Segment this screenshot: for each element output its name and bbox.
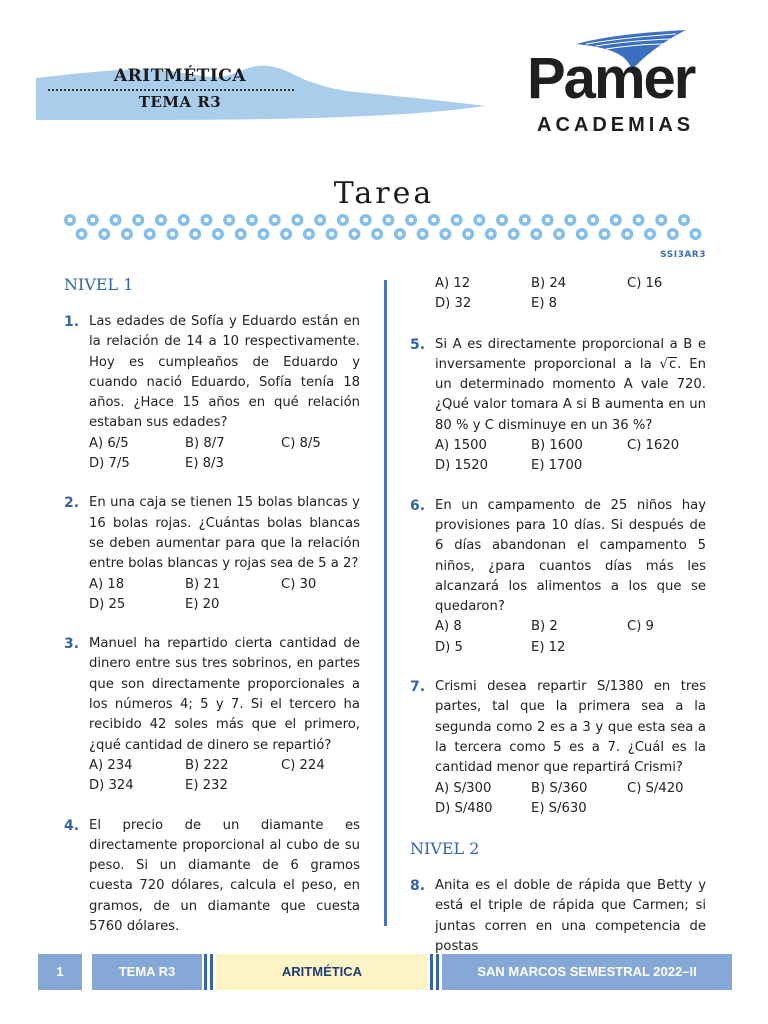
problem-number: 8. bbox=[410, 878, 426, 895]
option-b: B) S/360 bbox=[531, 780, 588, 796]
header-dotted-line bbox=[48, 89, 294, 91]
option-b: B) 222 bbox=[185, 757, 229, 773]
option-b: B) 21 bbox=[185, 576, 221, 592]
answer-options bbox=[89, 575, 360, 616]
option-e: E) 20 bbox=[185, 596, 220, 612]
problem-text bbox=[435, 335, 706, 436]
problem-number: 2. bbox=[64, 495, 80, 512]
answer-options bbox=[89, 434, 360, 475]
option-a: A) 8 bbox=[435, 619, 462, 635]
problem-text: Crismi desea repartir S/1380 en tres partes, tal que la primera sea a la segunda como 2 es a 3 y que esta sea a la tercera como 5 es a 7. ¿Cuál es la cantidad menor que repartirá Crismi? bbox=[435, 679, 706, 776]
problem-4-options bbox=[435, 274, 706, 315]
option-d: D) 1520 bbox=[435, 458, 489, 474]
option-e: E) 1700 bbox=[531, 458, 583, 474]
footer-separator bbox=[204, 954, 207, 990]
problem-text: Las edades de Sofía y Eduardo están en la relación de 14 a 10 respectivamente. Hoy es cumpleaños de Eduardo y cuando nació Eduardo, Sofía tenía 18 años. ¿Hace 15 años en qué relación estaban sus edades? bbox=[89, 314, 360, 431]
problem-text-part-b: . En un determinado momento A vale 720. ¿Qué valor tomara A si B aumenta en un 80 % y C disminuye en un 36 %? bbox=[435, 356, 706, 433]
problem-4 bbox=[64, 816, 360, 938]
nivel-1-heading: NIVEL 1 bbox=[64, 275, 134, 294]
header-banner bbox=[36, 58, 486, 124]
option-c: C) 9 bbox=[627, 619, 654, 635]
footer-subject: ARITMÉTICA bbox=[216, 954, 428, 990]
option-b: B) 1600 bbox=[531, 438, 583, 454]
problem-2 bbox=[64, 493, 360, 615]
option-e: E) 8/3 bbox=[185, 456, 224, 472]
footer-separator bbox=[436, 954, 439, 990]
problem-number: 1. bbox=[64, 314, 80, 330]
left-column bbox=[64, 274, 360, 956]
problem-text: En una caja se tienen 15 bolas blancas y 16 bolas rojas. ¿Cuántas bolas blancas se deben aumentar para que la relación entre bolas blancas y rojas sea de 5 a 2? bbox=[89, 495, 360, 572]
option-b: B) 24 bbox=[531, 276, 567, 291]
problem-3 bbox=[64, 634, 360, 796]
problem-5 bbox=[410, 335, 706, 477]
column-divider bbox=[384, 280, 387, 926]
problem-text: Anita es el doble de rápida que Betty y está el triple de rápida que Carmen; si juntas corren en una competencia de postas bbox=[435, 878, 706, 955]
header-subject: ARITMÉTICA bbox=[113, 66, 247, 86]
answer-options bbox=[435, 617, 706, 658]
option-c: C) 1620 bbox=[627, 438, 680, 454]
option-a: A) 1500 bbox=[435, 438, 487, 454]
option-c: C) 16 bbox=[627, 276, 663, 291]
option-b: B) 8/7 bbox=[185, 435, 225, 451]
problem-text: El precio de un diamante es directamente proporcional al cubo de su peso. Si un diamante de 6 gramos cuesta 720 dólares, calcula el peso, en gramos, de un diamante que cuesta 5760 dólares. bbox=[89, 817, 360, 935]
option-a: A) 6/5 bbox=[89, 435, 129, 451]
footer-topic: TEMA R3 bbox=[92, 954, 202, 990]
option-c: C) 8/5 bbox=[281, 435, 321, 451]
problem-text-part-a: Si A es directamente proporcional a B e inversamente proporcional a la bbox=[435, 336, 706, 372]
document-code: SSI3AR3 bbox=[660, 250, 706, 260]
option-e: E) S/630 bbox=[531, 800, 587, 816]
problem-number: 7. bbox=[410, 679, 426, 696]
problem-number: 4. bbox=[64, 817, 80, 834]
option-d: D) 324 bbox=[89, 778, 134, 794]
problem-1 bbox=[64, 312, 360, 474]
footer-separator bbox=[210, 954, 213, 990]
footer-page-number: 1 bbox=[38, 954, 82, 990]
option-d: D) 32 bbox=[435, 296, 472, 312]
sqrt-radicand: c bbox=[668, 356, 677, 372]
problem-number: 5. bbox=[410, 336, 426, 353]
option-e: E) 8 bbox=[531, 296, 558, 312]
option-a: A) 18 bbox=[89, 576, 125, 592]
problem-8 bbox=[410, 876, 706, 957]
logo-brand: Pamer bbox=[527, 46, 695, 111]
problem-7 bbox=[410, 677, 706, 819]
option-d: D) 7/5 bbox=[89, 456, 130, 472]
answer-options bbox=[89, 756, 360, 797]
decorative-dots-border bbox=[62, 212, 706, 242]
option-d: D) S/480 bbox=[435, 800, 493, 816]
problem-text: En un campamento de 25 niños hay provisiones para 10 días. Si después de 6 días abandonan el campamento 5 niños, ¿para cuantos días más les alcanzará los alimentos a los que se quedaron? bbox=[435, 497, 706, 615]
right-column bbox=[410, 274, 706, 976]
option-d: D) 5 bbox=[435, 639, 463, 655]
footer-bar bbox=[38, 954, 732, 990]
option-c: C) 30 bbox=[281, 576, 317, 592]
footer-separator bbox=[430, 954, 433, 990]
option-d: D) 25 bbox=[89, 596, 126, 612]
problem-number: 6. bbox=[410, 497, 426, 514]
option-a: A) 12 bbox=[435, 276, 471, 291]
logo-tagline: ACADEMIAS bbox=[537, 114, 695, 136]
option-c: C) S/420 bbox=[627, 780, 684, 796]
sqrt-symbol: √ bbox=[659, 356, 668, 372]
option-a: A) 234 bbox=[89, 757, 133, 773]
nivel-2-heading: NIVEL 2 bbox=[410, 839, 480, 859]
problem-text: Manuel ha repartido cierta cantidad de dinero entre sus tres sobrinos, en partes que son directamente proporcionales a los números 4; 5 y 7. Si el tercero ha recibido 42 soles más que el primero, ¿qué cantidad de dinero se repartió? bbox=[89, 636, 360, 753]
option-b: B) 2 bbox=[531, 619, 558, 635]
option-e: E) 12 bbox=[531, 639, 566, 655]
option-a: A) S/300 bbox=[435, 780, 492, 796]
option-e: E) 232 bbox=[185, 778, 228, 794]
problem-number: 3. bbox=[64, 636, 80, 653]
footer-course: SAN MARCOS SEMESTRAL 2022–II bbox=[442, 954, 732, 990]
answer-options bbox=[435, 779, 706, 820]
answer-options bbox=[435, 436, 706, 477]
problem-6 bbox=[410, 496, 706, 658]
page-title: Tarea bbox=[333, 176, 435, 211]
header-topic: TEMA R3 bbox=[138, 93, 222, 111]
option-c: C) 224 bbox=[281, 757, 325, 773]
